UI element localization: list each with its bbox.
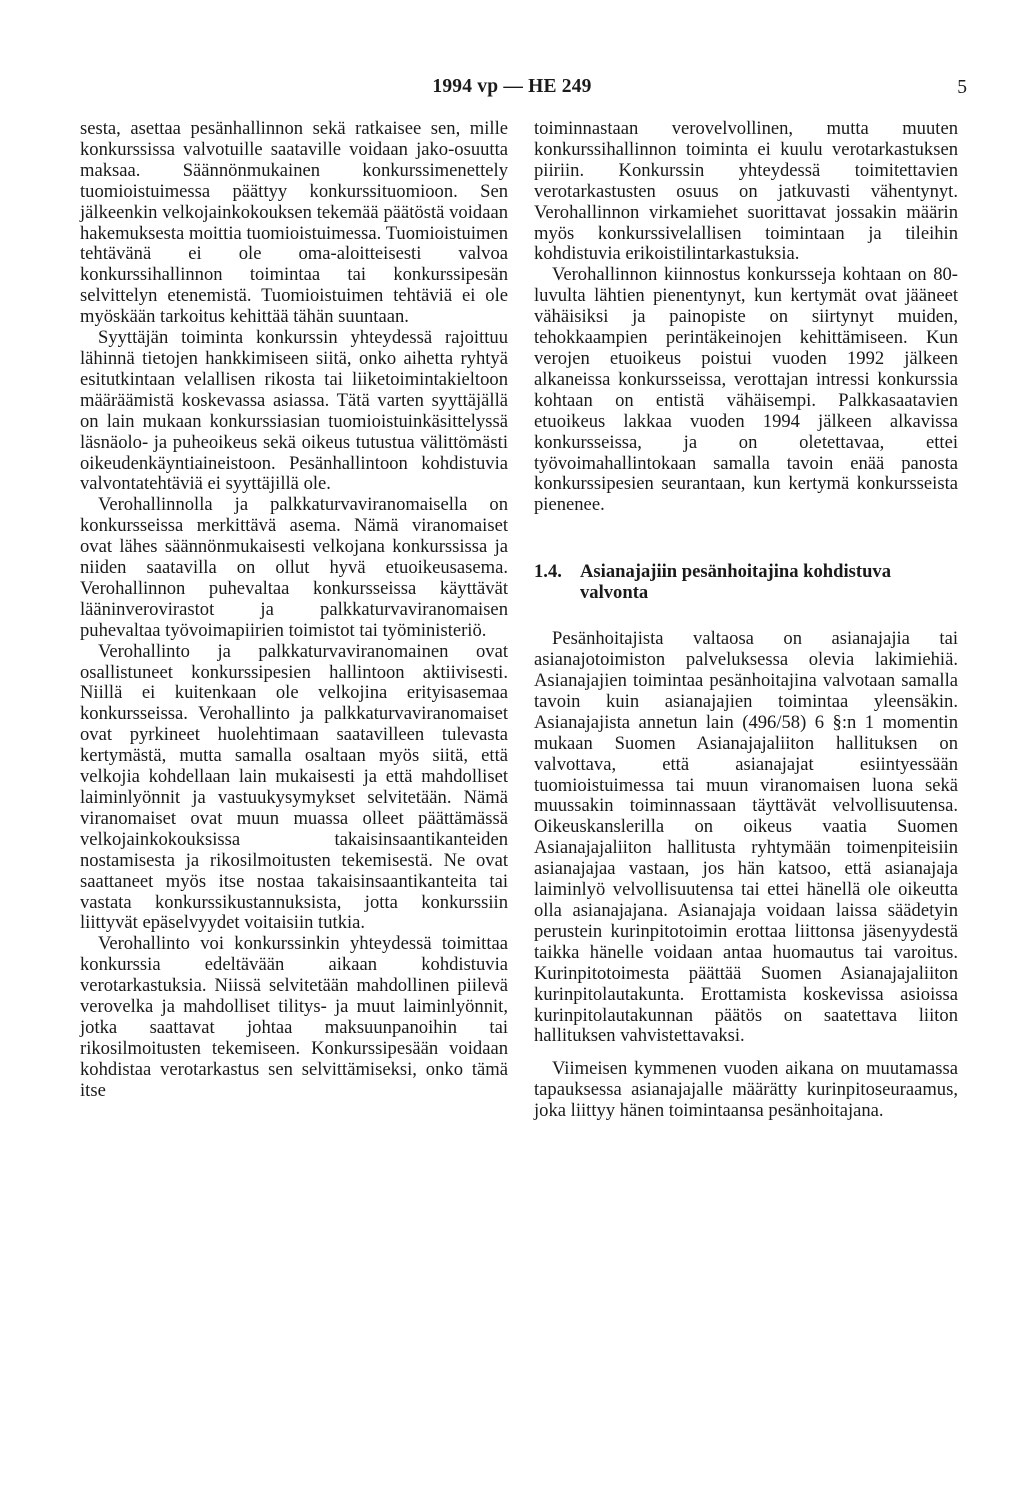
- page-number: 5: [957, 77, 967, 98]
- paragraph: Verohallinto voi konkurssinkin yhteydessä toimittaa konkurssia edeltävään aikaan kohdistuvia verotarkastuksia. Niissä selvitetään mahdollinen piilevä verovelka ja mahdolliset tilitys- ja muut laiminlyönnit, jotka saattavat johtaa maksuunpanoihin tai rikosilmoitusten tekemiseen. Konkurssipesään voidaan kohdistaa verotarkastus sen selvittämiseksi, onko tämä itse: [80, 933, 508, 1101]
- section-title: Asianajajiin pesänhoitajina kohdistuva valvonta: [580, 561, 892, 604]
- paragraph: Syyttäjän toiminta konkurssin yhteydessä rajoittuu lähinnä tietojen hankkimiseen siitä, onko aihetta ryhtyä esitutkintaan velallisen rikosta tai liiketoimintakieltoon määräämistä koskevassa asiassa. Tätä varten syyttäjällä on lain mukaan konkurssiasian tuomioistuinkäsittelyssä läsnäolo- ja puheoikeus sekä oikeus tutustua välittömästi oikeudenkäyntiaineistoon. Pesänhallintoon kohdistuvia valvontatehtäviä ei syyttäjillä ole.: [80, 327, 508, 495]
- running-head: 1994 vp — HE 249: [432, 76, 592, 97]
- paragraph: toiminnastaan verovelvollinen, mutta muuten konkurssihallinnon toiminta ei kuulu verotarkastuksen piiriin. Konkurssin yhteydessä toimitettavien verotarkastusten osuus on jatkuvasti vähentynyt. Verohallinnon virkamiehet suorittavat jossakin määrin myös konkurssivelallisen toimintaan ja tileihin kohdistuvia erikoistilintarkastuksia.: [534, 118, 958, 265]
- paragraph: Pesänhoitajista valtaosa on asianajajia tai asianajotoimiston palveluksessa olevia lakimiehiä. Asianajajien toimintaa pesänhoitajina valvotaan samalla tavoin kuin asianajajien toimintaa yleensäkin. Asianajajista annetun lain (496/58) 6 §:n 1 momentin mukaan Suomen Asianajajaliiton hallituksen on valvottava, että asianajajat esiintyessään tuomioistuimessa tai muun viranomaisen luona sekä muussakin toiminnassaan täyttävät velvollisuutensa. Oikeuskanslerilla on oikeus vaatia Suomen Asianajajaliiton hallitusta ryhtymään toimenpiteisiin asianajajaa vastaan, jos hän katsoo, että asianajaja laiminlyö velvollisuutensa tai ettei hänellä ole oikeutta olla asianajajana. Asianajaja voidaan laissa säädetyin perustein kurinpitotoimin erottaa liittonsa jäsenyydestä taikka hänelle voidaan antaa huomautus tai varoitus. Kurinpitotoimesta päättää Suomen Asianajajaliiton kurinpitolautakunta. Erottamista koskevissa asioissa kurinpitolautakunnan päätös on saatettava liiton hallituksen vahvistettavaksi.: [534, 628, 958, 1047]
- page-header: [0, 76, 1024, 102]
- right-column: [534, 119, 958, 1122]
- paragraph: sesta, asettaa pesänhallinnon sekä ratkaisee sen, mille konkurssissa valvotuille saataville voidaan jako-osuutta maksaa. Säännönmukainen konkurssimenettely tuomioistuimessa päättyy konkurssituomioon. Sen jälkeenkin velkojainkokouksen tekemää päätöstä voidaan hakemuksesta moittia tuomioistuimessa. Tuomioistuimen tehtävänä ei ole oma-aloitteisesti valvoa konkurssihallinnon toimintaa tai konkurssipesän selvittelyn etenemistä. Tuomioistuimen tehtäviä ei ole myöskään tarkoitus kehittää tähän suuntaan.: [80, 118, 508, 328]
- paragraph: Viimeisen kymmenen vuoden aikana on muutamassa tapauksessa asianajajalle määrätty kurinpitoseuraamus, joka liittyy hänen toimintaansa pesänhoitajana.: [534, 1058, 958, 1122]
- section-heading: [534, 561, 958, 603]
- paragraph: Verohallinnon kiinnostus konkursseja kohtaan on 80-luvulta lähtien pienentynyt, kun kertymät ovat jääneet vähäisiksi ja painopiste on siirtynyt muiden, tehokkaampien perintäkeinojen kehittämiseen. Kun verojen etuoikeus poistui vuoden 1992 jälkeen alkaneissa konkursseissa, verottajan intressi konkurssia kohtaan on entistä vähäisempi. Palkkasaatavien etuoikeus lakkaa vuoden 1994 jälkeen alkavissa konkursseissa, ja on oletettavaa, ettei työvoimahallintokaan samalla tavoin enää panosta konkurssipesien seurantaan, kun kertymä konkursseista pienenee.: [534, 264, 958, 516]
- left-column: [80, 119, 508, 1102]
- section-number: 1.4.: [534, 561, 562, 583]
- paragraph: Verohallinto ja palkkaturvaviranomainen ovat osallistuneet konkurssipesien hallintoon aktiivisesti. Niillä ei kuitenkaan ole velkojina erityisasemaa konkursseissa. Verohallinto ja palkkaturvaviranomaiset ovat pyrkineet huolehtimaan saatavilleen tulevasta kertymästä, mutta samalla osaltaan myös siitä, että velkojia kohdellaan lain mukaisesti ja että mahdolliset laiminlyönnit ja vastuukysymykset selvitetään. Nämä viranomaiset ovat muun muassa olleet päättämässä velkojainkokouksissa takaisinsaantikanteiden nostamisesta ja rikosilmoitusten tekemisestä. Ne ovat saattaneet myös itse nostaa takaisinsaantikanteita tai vastata konkurssikustannuksista, jotta konkurssiin liittyvät epäselvyydet voitaisiin tutkia.: [80, 640, 508, 934]
- paragraph: Verohallinnolla ja palkkaturvaviranomaisella on konkursseissa merkittävä asema. Nämä viranomaiset ovat lähes säännönmukaisesti velkojana konkurssissa ja niiden saatavilla on ollut hyvä etuoikeusasema. Verohallinnon puhevaltaa konkursseissa käyttävät lääninverovirastot ja palkkaturvaviranomaisen puhevaltaa työvoimapiirien toimistot tai työministeriö.: [80, 494, 508, 641]
